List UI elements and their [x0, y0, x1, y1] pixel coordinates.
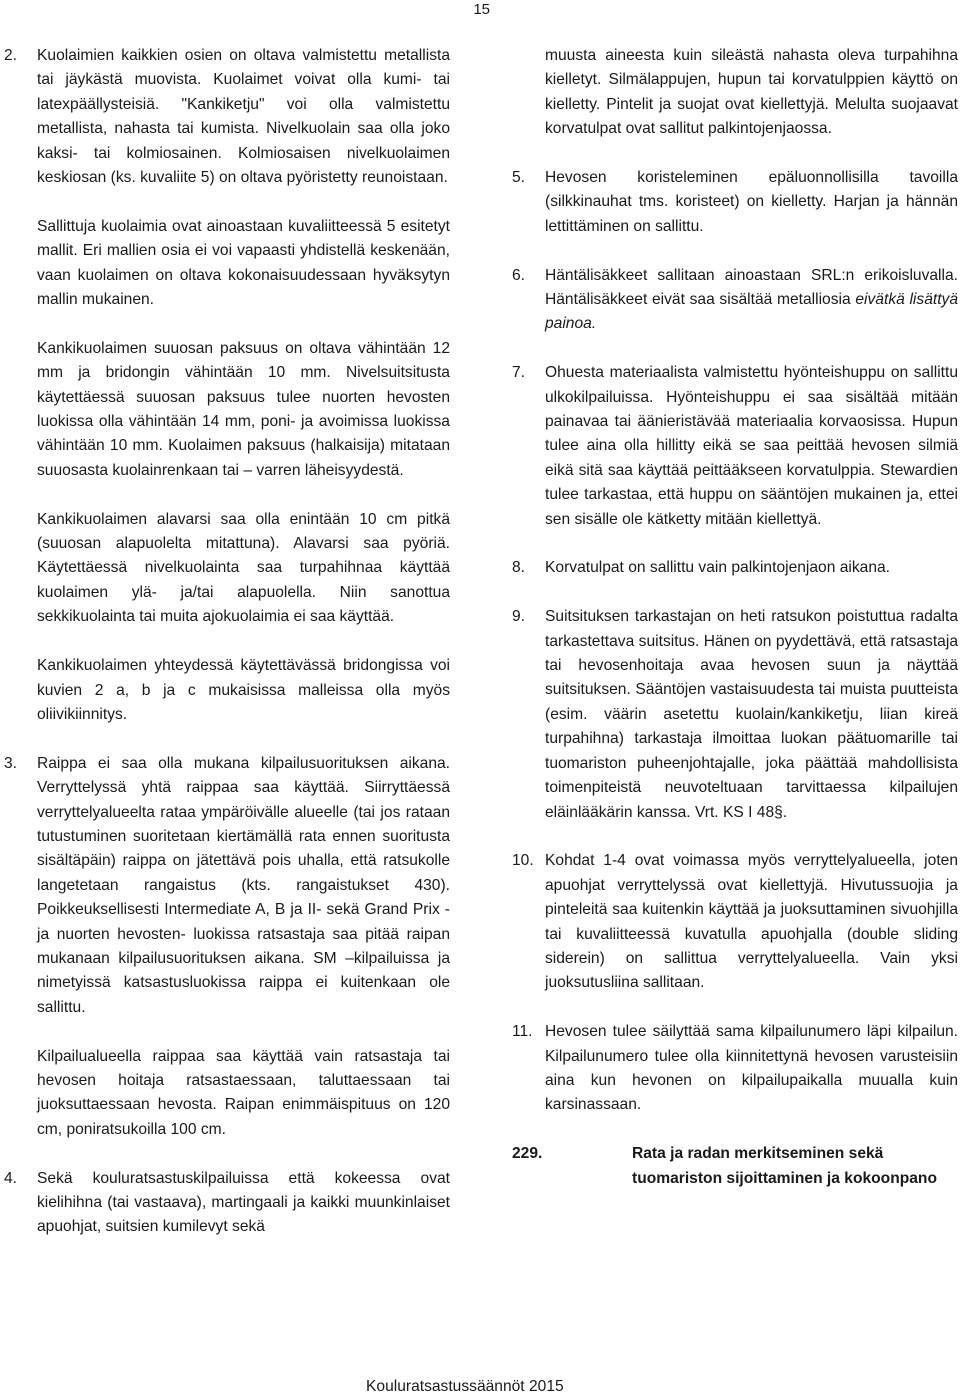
paragraph: muusta aineesta kuin sileästä nahasta oleva turpahihna kielletyt. Silmälappujen, hupun tai korvatulppien käyttö on kielletty. Pintelit ja suojat ovat kiellettyjä. Melulta suojaavat korvatulpat ovat sallitut palkintojenjaossa.: [545, 47, 958, 138]
left-column: [4, 44, 450, 1240]
paragraph: Ohuesta materiaalista valmistettu hyönteishuppu on sallittu ulkokilpailuissa. Hyönteishuppu ei saa sisältää mitään painavaa tai äänieristävää materiaalia korvaosissa. Hupun tulee aina olla hillitty eikä se saa peittää hevosen silmiä eikä sitä saa käyttää peittääkseen korvatulppia. Stewardien tulee tarkastaa, että huppu on sääntöjen mukainen ja, ettei sen sisälle ole kätketty mitään kiellettyä.: [545, 364, 958, 528]
rule-item-4-continued: [512, 44, 958, 142]
item-number: 6.: [512, 266, 526, 284]
paragraph: Kankikuolaimen yhteydessä käytettävässä bridongissa voi kuvien 2 a, b ja c mukaisissa malleissa olla myös oliivikiinnitys.: [37, 657, 450, 723]
paragraph: Suitsituksen tarkastajan on heti ratsukon poistuttua radalta tarkastettava suitsitus. Hänen on pyydettävä, että ratsastaja tai hevosenhoitaja avaa hevosen suun ja näyttää suitsituksen. Sääntöjen vastaisuudesta tai muista puutteista (esim. väärin asetettu kuolain/kankiketju, liian kireä turpahihna) tarkastaja ilmoittaa luokan päätuomarille tai tuomariston puheenjohtajalle, joka päättää mahdollisista toimenpiteistä neuvoteltuaan tarvittaessa kilpailujen eläinlääkärin kanssa. Vrt. KS I 48§.: [545, 608, 958, 821]
paragraph: Raippa ei saa olla mukana kilpailusuorituksen aikana. Verryttelyssä yhtä raippaa saa käyttää. Siirryttäessä verryttelyalueelta rataa ympäröivälle alueelle (tai jos rataan tutustuminen suoritetaan kiertämällä rata ennen suoritusta sisältäpäin) raippa on jätettävä pois uhalla, että ratsukolle langetetaan rangaistus (kts. rangaistukset 430). Poikkeuksellisesti Intermediate A, B ja II- sekä Grand Prix - ja nuorten hevosten- luokissa ratsastaja saa pitää raipan mukanaan kilpailusuorituksen aikana. SM –kilpailuissa ja nimetyissä katsastusluokissa raippa ei kuitenkaan ole sallittu.: [37, 754, 450, 1016]
rule-item-3: [4, 752, 450, 1167]
item-number: 8.: [512, 559, 526, 577]
paragraph: Korvatulpat on sallittu vain palkintojenjaon aikana.: [545, 559, 891, 577]
item-number: 3.: [4, 754, 18, 772]
item-number: 10.: [512, 852, 534, 870]
page-footer: Kouluratsastussäännöt 2015: [366, 1378, 564, 1395]
paragraph: Kohdat 1-4 ovat voimassa myös verryttelyalueella, joten apuohjat verryttelyssä ovat kiellettyjä. Hivutussuojia ja pinteleitä saa kuitenkin käyttää ja juoksuttaminen sivuohjilla tai kuvaliitteessä kuvatulla apuohjalla (double sliding siderein) on sallittua verryttelyalueella. Vain yksi juoksutusliina sallitaan.: [545, 852, 958, 992]
section-number: 229.: [512, 1145, 543, 1163]
paragraph: Kankikuolaimen alavarsi saa olla enintään 10 cm pitkä (suuosan alapuolelta mitattuna). Alavarsi saa pyöriä. Käytettäessä nivelkuolainta saa turpahihnaa käyttää kuolaimen ylä- ja/tai alapuolella. Niin sanottua sekkikuolainta tai muita ajokuolaimia ei saa käyttää.: [37, 510, 450, 626]
right-column: [512, 44, 958, 1191]
rule-item-11: [512, 1020, 958, 1118]
rule-item-5: [512, 166, 958, 239]
paragraph: Hevosen koristeleminen epäluonnollisilla tavoilla (silkkinauhat tms. koristeet) on kielletty. Harjan ja hännän lettittäminen on sallittu.: [545, 169, 958, 235]
paragraph: Kankikuolaimen suuosan paksuus on oltava vähintään 12 mm ja bridongin vähintään 10 mm. Nivelsuitsitusta käytettäessä suuosan paksuus tulee nuorten hevosten luokissa olla vähintään 14 mm, poni- ja avoimissa luokissa vähintään 10 mm. Kuolaimen paksuus (halkaisija) mitataan suuosasta kuolainrenkaan tai – varren läheisyydestä.: [37, 339, 450, 479]
rule-item-2: [4, 44, 450, 752]
item-number: 2.: [4, 47, 18, 64]
page-number: 15: [473, 1, 490, 18]
item-number: 5.: [512, 169, 526, 187]
emphasized-text: eivätkä lisättyä painoa.: [545, 291, 959, 333]
rule-item-7: [512, 361, 958, 532]
section-heading: [512, 1142, 958, 1191]
item-number: 7.: [512, 364, 526, 382]
section-title: Rata ja radan merkitseminen sekä tuomariston sijoittaminen ja kokoonpano: [632, 1145, 937, 1187]
rule-item-6: [512, 264, 958, 337]
paragraph: Kilpailualueella raippaa saa käyttää vain ratsastaja tai hevosen hoitaja ratsastaessaan, taluttaessaan tai juoksuttaessaan hevosta. Raipan enimmäispituus on 120 cm, poniratsukoilla 100 cm.: [37, 1047, 450, 1138]
paragraph: Hevosen tulee säilyttää sama kilpailunumero läpi kilpailun. Kilpailunumero tulee olla kiinnitettynä hevosen varusteisiin aina kun hevonen on kilpailupaikalla muualla kuin karsinassaan.: [545, 1023, 958, 1114]
rule-item-8: [512, 556, 958, 580]
paragraph: Sekä kouluratsastuskilpailuissa että kokeessa ovat kielihihna (tai vastaava), martingaali ja kaikki muunkinlaiset apuohjat, suitsien kumilevyt sekä: [37, 1169, 450, 1236]
item-number: 4.: [4, 1169, 18, 1187]
paragraph-text: Häntälisäkkeet sallitaan ainoastaan SRL:n erikoisluvalla. Häntälisäkkeet eivät saa sisältää metalliosia: [545, 266, 958, 309]
paragraph: Sallittuja kuolaimia ovat ainoastaan kuvaliitteessä 5 esitetyt mallit. Eri mallien osia ei voi vapaasti yhdistellä keskenään, vaan kuolaimen on oltava kokonaisuudessaan hyväksytyn mallin mukainen.: [37, 217, 450, 309]
paragraph: [545, 264, 958, 337]
rule-item-9: [512, 605, 958, 825]
item-number: 11.: [512, 1023, 533, 1041]
rule-item-4: [4, 1167, 450, 1240]
paragraph: Kuolaimien kaikkien osien on oltava valmistettu metallista tai jäykästä muovista. Kuolaimet voivat olla kumi- tai latexpäällysteisiä. "Kankiketju" voi olla valmistettu metallista, nahasta tai kumista. Nivelkuolain saa olla joko kaksi- tai kolmiosainen. Kolmiosaisen nivelkuolaimen keskiosan (ks. kuvaliite 5) on oltava pyöristetty reunoistaan.: [37, 47, 450, 187]
item-number: 9.: [512, 608, 526, 626]
rule-item-10: [512, 849, 958, 995]
